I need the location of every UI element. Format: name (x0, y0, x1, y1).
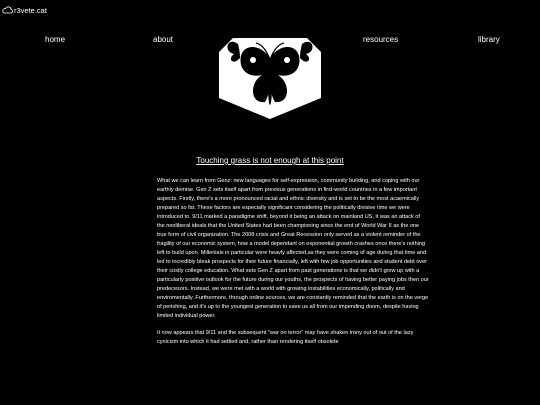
nav-about-link[interactable]: about (153, 35, 174, 44)
article-body (157, 177, 429, 355)
nav-resources-link[interactable]: resources (363, 35, 399, 44)
article-title-link[interactable]: Touching grass is not enough at this point (196, 156, 344, 165)
nav-home-link[interactable]: home (45, 35, 66, 44)
article-paragraph: What we can learn from Genz: new languages for self-expression, community building, and coping with our earthly demise. Gen Z sets itself apart from previous generations in first-world countries in a few important aspects. Firstly, there's a more pronounced racial and ethnic diversity and is set to be the most acaemically prepared so far. These factors are especially significant considering the politically divisive time we were introduced to. 9/11 marked a paradigme shift, beyond it being an attack on mainland US, it was an attack of the neoliberal ideals that the United States had been championing since the end of World War II as the one true form of civil organization. The 2008 crisis and Great Recession only served as a violent reminder of the fragility of our economic system, how a model dependant on exponential growth crashes once there's nothing left to build upon. Millenials in particular were heavly affected,as they were coming of age during that time and led to incredibly bleak prospects for their future financially, left with few job opportunities and student debt over their costly college education. What sets Gen Z apart from past generations is that we didn't grow up with a particularly positive outlook for the future during our youths, the prospects of having better paying jobs then our predecesors. Instead, we were met with a world with growing instabilities economically, politically and enviromentally. Furthermore, through online sources, we are constantly reminded that the earth is on the verge of perishing, and it's up to the youngest generation to save us all from our impending doom, despite having limited individual power. (157, 178, 429, 319)
butterfly-emblem-icon (219, 38, 321, 119)
site-logo[interactable] (2, 4, 47, 16)
site-logo-text: r3vete.cat (14, 5, 47, 15)
nav-library-link[interactable]: library (478, 35, 500, 44)
cloud-outline-icon (2, 6, 13, 14)
butterfly-shield-emblem (219, 38, 321, 119)
article-paragraph: It now appears that 9/11 and the subsequent "war on terror" may have shaken irony out of out of the lazy cynicism into which it had settled and, rather than rendering itself obsolete (157, 330, 414, 345)
